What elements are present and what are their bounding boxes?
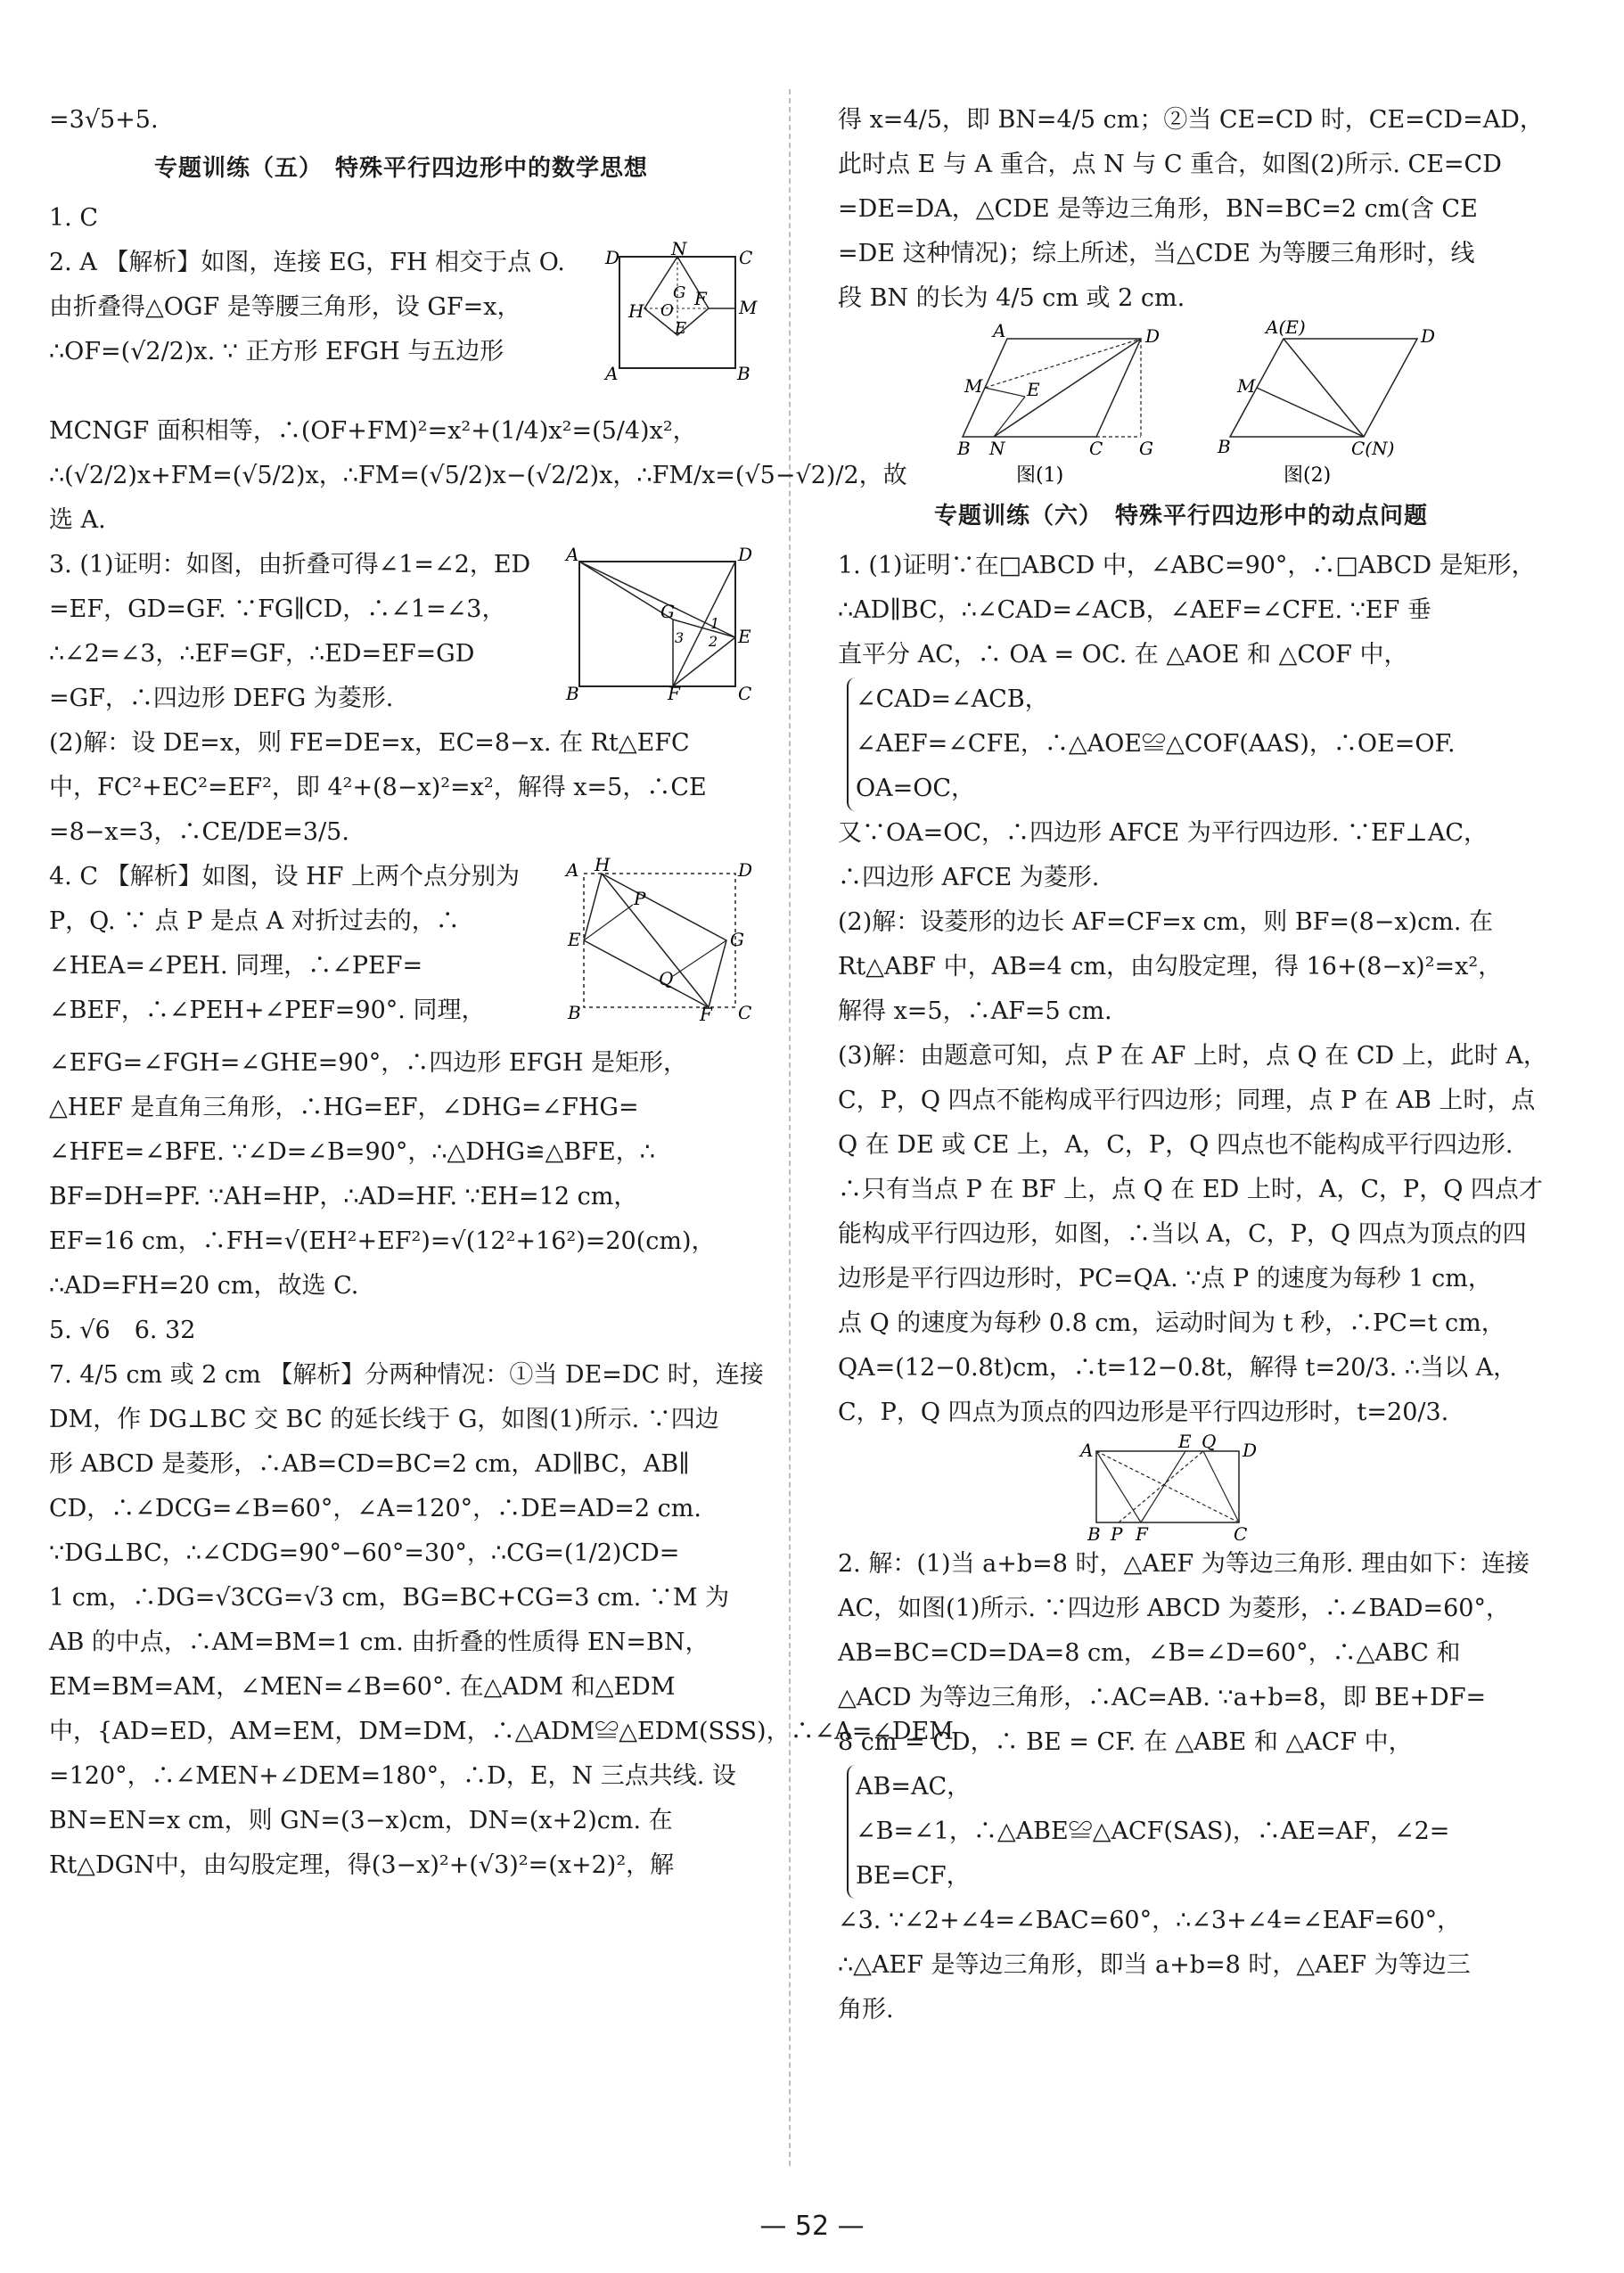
q4-line: ∠HEA=∠PEH. 同理，∴∠PEF= [49, 952, 423, 980]
fig2 [1217, 316, 1435, 487]
q2-line: MCNGF 面积相等，∴(OF+FM)²=x²+(1/4)x²=(5/4)x²， [49, 417, 697, 445]
r-fig2-label: C(N) [1351, 438, 1395, 459]
q2-label: C [739, 247, 753, 268]
section6-title: 专题训练（六） 特殊平行四边形中的动点问题 [933, 503, 1428, 529]
p1-line: 点 Q 的速度为每秒 0.8 cm，运动时间为 t 秒，∴PC=t cm， [838, 1309, 1505, 1337]
q2-line: ∴OF=(√2/2)x. ∵ 正方形 EFGH 与五边形 [49, 338, 504, 365]
p2-brace-group [847, 1765, 1524, 1899]
q4-label: D [738, 859, 753, 881]
q4-label: A [566, 859, 579, 881]
q2-square-diagram [602, 238, 758, 389]
p2-line: AC，如图(1)所示. ∵四边形 ABCD 为菱形，∴∠BAD=60°， [838, 1595, 1510, 1622]
right-column [838, 98, 1547, 2032]
top-line: =3√5+5. [49, 106, 159, 134]
q4-rect-diagram [566, 854, 753, 1025]
r-fig1-label: C [1089, 438, 1103, 459]
q3-figure [566, 544, 753, 715]
q1: 1. C [49, 204, 99, 232]
section5-title: 专题训练（五） 特殊平行四边形中的数学思想 [153, 155, 648, 182]
q4-figure [566, 854, 753, 1036]
q2-label: M [739, 297, 758, 318]
p1-line: 1. (1)证明∵在□ABCD 中，∠ABC=90°，∴□ABCD 是矩形， [838, 552, 1536, 579]
p1-line: 边形是平行四边形时，PC=QA. ∵点 P 的速度为每秒 1 cm， [838, 1265, 1492, 1292]
p1-line: ∠CAD=∠ACB， [856, 685, 1049, 713]
q4-line: ∴AD=FH=20 cm，故选 C. [49, 1272, 359, 1300]
q7-line: 1 cm，∴DG=√3CG=√3 cm，BG=BC+CG=3 cm. ∵M 为 [49, 1584, 730, 1612]
fig2-caption: 图(2) [1284, 464, 1332, 487]
q7-line: 中，{AD=ED，AM=EM，DM=DM，∴△ADM≌△EDM(SSS)，∴∠A=∠DEM [49, 1718, 954, 1745]
q3-line: 中，FC²+EC²=EF²，即 4²+(8−x)²=x²，解得 x=5，∴CE [49, 774, 707, 801]
q3-label: E [738, 626, 751, 647]
p1-figure [838, 1431, 1524, 1545]
q4-label: F [700, 1004, 712, 1025]
r-fig3-label: C [1234, 1523, 1248, 1545]
q7-line: =120°，∴∠MEN+∠DEM=180°，∴D，E，N 三点共线. 设 [49, 1762, 736, 1790]
p2-line: BE=CF， [856, 1862, 971, 1890]
q7-line: AB 的中点，∴AM=BM=1 cm. 由折叠的性质得 EN=BN， [49, 1629, 709, 1656]
q4-line: BF=DH=PF. ∵AH=HP，∴AD=HF. ∵EH=12 cm， [49, 1183, 638, 1210]
q4-line: 4. C 【解析】如图，设 HF 上两个点分别为 [49, 863, 521, 890]
q3-label: G [660, 601, 675, 622]
q2-label: D [605, 247, 620, 268]
q2-line: ∴(√2/2)x+FM=(√5/2)x，∴FM=(√5/2)x−(√2/2)x，∴FM/x=(√5−√2)/2，故 [49, 462, 907, 489]
r-fig3-label: Q [1202, 1431, 1217, 1452]
r-fig1-label: N [989, 438, 1005, 459]
q2-label: E [675, 319, 687, 338]
r-fig3-label: B [1087, 1523, 1101, 1545]
q7-cont-line: 此时点 E 与 A 重合，点 N 与 C 重合，如图(2)所示. CE=CD [838, 151, 1502, 178]
r-fig1-label: M [964, 375, 983, 397]
q2-label: B [737, 363, 750, 384]
q2-line: 由折叠得△OGF 是等腰三角形，设 GF=x， [49, 293, 521, 321]
q7-cont-line: 段 BN 的长为 4/5 cm 或 2 cm. [838, 284, 1185, 312]
r-fig3-label: E [1178, 1431, 1192, 1452]
p1-line: QA=(12−0.8t)cm，∴t=12−0.8t，解得 t=20/3. ∴当以 A， [838, 1354, 1518, 1382]
q3-line: 3. (1)证明：如图，由折叠可得∠1=∠2，ED [49, 551, 531, 579]
q7-line: 形 ABCD 是菱形，∴AB=CD=BC=2 cm，AD∥BC，AB∥ [49, 1450, 690, 1478]
q3-line: ∴∠2=∠3，∴EF=GF，∴ED=EF=GD [49, 640, 475, 668]
q2-label: O [660, 301, 674, 320]
p2-line: 角形. [838, 1996, 894, 2023]
q3-label: 3 [675, 629, 685, 646]
p2-line: △ACD 为等边三角形，∴AC=AB. ∵a+b=8，即 BE+DF= [838, 1684, 1487, 1711]
p1-line: ∴AD∥BC，∴∠CAD=∠ACB，∠AEF=∠CFE. ∵EF 垂 [838, 596, 1431, 624]
r-fig2-label: B [1218, 436, 1231, 457]
q5-6: 5. √6 6. 32 [49, 1317, 196, 1344]
q7-line: EM=BM=AM，∠MEN=∠B=60°. 在△ADM 和△EDM [49, 1673, 676, 1701]
q3-label: B [566, 683, 579, 704]
p1-line: 直平分 AC，∴ OA = OC. 在 △AOE 和 △COF 中， [838, 641, 1408, 669]
r-fig2-label: A(E) [1266, 316, 1306, 338]
q3-line: =8−x=3，∴CE/DE=3/5. [49, 818, 349, 846]
q7-cont-line: =DE=DA，△CDE 是等边三角形，BN=BC=2 cm(含 CE [838, 195, 1478, 223]
q3-line: =EF，GD=GF. ∵FG∥CD，∴∠1=∠3， [49, 595, 506, 623]
q4-label: E [568, 929, 581, 950]
p1-line: (2)解：设菱形的边长 AF=CF=x cm，则 BF=(8−x)cm. 在 [838, 908, 1493, 936]
p1-line: C，P，Q 四点为顶点的四边形是平行四边形时，t=20/3. [838, 1399, 1449, 1426]
q4-line: EF=16 cm，∴FH=√(EH²+EF²)=√(12²+16²)=20(cm)， [49, 1227, 716, 1255]
p1-line: ∠AEF=∠CFE，∴△AOE≌△COF(AAS)，∴OE=OF. [856, 730, 1456, 758]
fig1-caption: 图(1) [1016, 464, 1064, 487]
q7-cont-line: 得 x=4/5，即 BN=4/5 cm；②当 CE=CD 时，CE=CD=AD， [838, 106, 1544, 134]
p2-line: ∠3. ∵∠2+∠4=∠BAC=60°，∴∠3+∠4=∠EAF=60°， [838, 1907, 1462, 1934]
q7-line: CD，∴∠DCG=∠B=60°，∠A=120°，∴DE=AD=2 cm. [49, 1495, 701, 1522]
p2-line: ∠B=∠1，∴△ABE≌△ACF(SAS)，∴AE=AF，∠2= [856, 1818, 1450, 1845]
p2-line: ∴△AEF 是等边三角形，即当 a+b=8 时，△AEF 为等边三 [838, 1951, 1471, 1979]
q7-line: ∵DG⊥BC，∴∠CDG=90°−60°=30°，∴CG=(1/2)CD= [49, 1539, 680, 1567]
q2-label: F [694, 288, 707, 309]
column-divider [789, 89, 791, 2166]
q4-label: H [595, 854, 611, 875]
p1-line: Q 在 DE 或 CE 上，A，C，P，Q 四点也不能构成平行四边形. [838, 1131, 1513, 1159]
q4-line: ∠HFE=∠BFE. ∵∠D=∠B=90°，∴△DHG≌△BFE，∴ [49, 1138, 655, 1166]
q2-label: A [605, 363, 619, 384]
p1-line: ∴四边形 AFCE 为菱形. [838, 864, 1100, 891]
q2-label: N [671, 238, 687, 259]
q7-line: Rt△DGN中，由勾股定理，得(3−x)²+(√3)²=(x+2)²，解 [49, 1851, 675, 1879]
r-fig3-label: A [1080, 1440, 1094, 1461]
q7-rhombus-diagrams [838, 316, 1524, 490]
p1-line: 解得 x=5，∴AF=5 cm. [838, 997, 1112, 1025]
q3-rect-diagram [566, 544, 753, 704]
q7-line: 7. 4/5 cm 或 2 cm 【解析】分两种情况：①当 DE=DC 时，连接 [49, 1361, 764, 1389]
p1-line: 能构成平行四边形，如图，∴当以 A，C，P，Q 四点为顶点的四 [838, 1220, 1527, 1248]
q4-line: ∠EFG=∠FGH=∠GHE=90°，∴四边形 EFGH 是矩形， [49, 1049, 688, 1077]
q3-label: 2 [709, 633, 718, 650]
p1-rect-diagram [838, 1431, 1524, 1545]
r-fig1-label: B [957, 438, 971, 459]
r-fig2-label: M [1237, 375, 1256, 397]
q4-label: B [568, 1002, 581, 1023]
page-number: — 52 — [759, 2211, 865, 2242]
p2-line: AB=BC=CD=DA=8 cm，∠B=∠D=60°，∴△ABC 和 [838, 1639, 1461, 1667]
q2-label: H [628, 300, 644, 322]
q4-label: G [730, 929, 744, 950]
p1-line: 又∵OA=OC，∴四边形 AFCE 为平行四边形. ∵EF⊥AC， [838, 819, 1488, 847]
p1-line: Rt△ABF 中，AB=4 cm，由勾股定理，得 16+(8−x)²=x²， [838, 953, 1503, 981]
p1-line: C，P，Q 四点不能构成平行四边形；同理，点 P 在 AB 上时，点 [838, 1087, 1536, 1114]
r-fig3-label: D [1243, 1440, 1258, 1461]
q7-line: DM，作 DG⊥BC 交 BC 的延长线于 G，如图(1)所示. ∵四边 [49, 1406, 719, 1433]
r-fig2-label: D [1421, 325, 1436, 347]
q3-label: A [566, 544, 579, 565]
q2-label: G [673, 283, 686, 302]
p1-brace-group [847, 677, 1524, 811]
r-fig1-label: D [1145, 325, 1161, 347]
p1-line: OA=OC， [856, 775, 976, 802]
p1-line: (3)解：由题意可知，点 P 在 AF 上时，点 Q 在 CD 上，此时 A， [838, 1042, 1547, 1070]
q4-label: C [738, 1002, 752, 1023]
q7-line: BN=EN=x cm，则 GN=(3−x)cm，DN=(x+2)cm. 在 [49, 1807, 673, 1834]
q3-label: C [738, 683, 752, 704]
q2-line: 选 A. [49, 506, 106, 534]
q4-line: ∠BEF，∴∠PEH+∠PEF=90°. 同理， [49, 997, 486, 1024]
p1-line: ∴只有当点 P 在 BF 上，点 Q 在 ED 上时，A，C，P，Q 四点才 [838, 1176, 1543, 1203]
r-fig3-label: P [1111, 1523, 1123, 1545]
q3-line: (2)解：设 DE=x，则 FE=DE=x，EC=8−x. 在 Rt△EFC [49, 729, 690, 757]
q2-line: 2. A 【解析】如图，连接 EG，FH 相交于点 O. [49, 249, 565, 276]
q7-cont-line: =DE 这种情况)；综上所述，当△CDE 为等腰三角形时，线 [838, 240, 1475, 267]
p2-line: 2. 解：(1)当 a+b=8 时，△AEF 为等边三角形. 理由如下：连接 [838, 1550, 1530, 1578]
q7-figures [838, 316, 1524, 490]
q3-label: 1 [710, 615, 720, 632]
q4-line: P，Q. ∵ 点 P 是点 A 对折过去的，∴ [49, 907, 460, 935]
r-fig3-label: F [1136, 1523, 1148, 1545]
r-fig1-label: E [1027, 379, 1040, 400]
q3-label: F [668, 683, 680, 704]
r-fig1-label: G [1139, 438, 1153, 459]
p2-line: AB=AC， [856, 1773, 972, 1801]
q2-figure [602, 238, 758, 404]
p2-line: 8 cm = CD，∴ BE = CF. 在 △ABE 和 △ACF 中， [838, 1728, 1413, 1756]
q3-label: D [738, 544, 753, 565]
q3-line: =GF，∴四边形 DEFG 为菱形. [49, 685, 394, 712]
fig1 [956, 320, 1160, 487]
q4-line: △HEF 是直角三角形，∴HG=EF，∠DHG=∠FHG= [49, 1094, 639, 1121]
q4-label: P [634, 888, 646, 909]
q4-label: Q [659, 968, 674, 989]
r-fig1-label: A [993, 320, 1006, 341]
